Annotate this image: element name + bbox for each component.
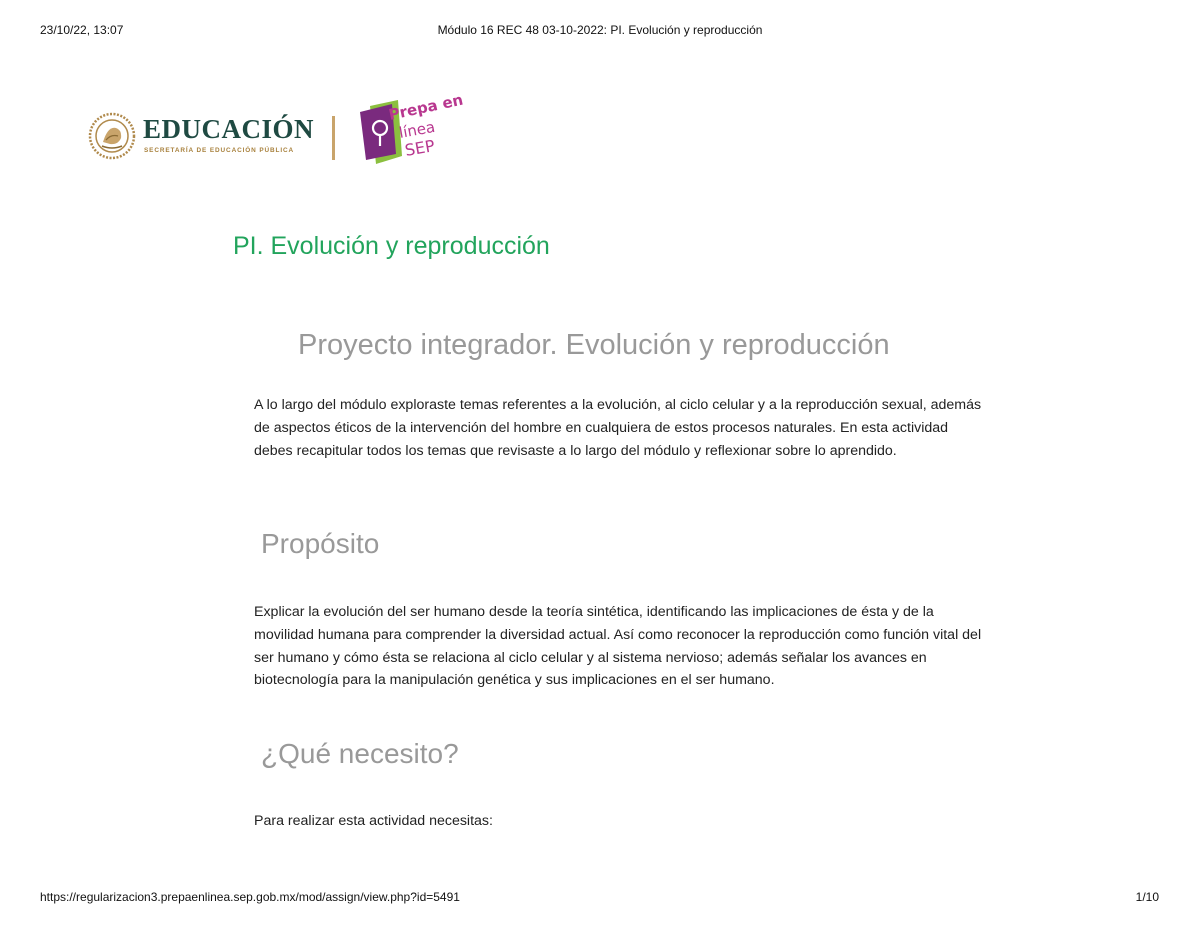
mexico-seal-icon (88, 112, 136, 160)
que-necesito-paragraph: Para realizar esta actividad necesitas: (254, 813, 493, 829)
page-heading: PI. Evolución y reproducción (233, 232, 550, 260)
proposito-paragraph: Explicar la evolución del ser humano desde la teoría sintética, identificando las implicaciones de ésta y de la movilidad humana para comprender la diversidad actual. Así como reconocer la reproducción como función vital del ser humano y cómo ésta se relaciona al ciclo celular y al sistema nervioso; además señalar los avances en biotecnología para la manipulación genética y sus implicaciones en el ser humano. (254, 604, 982, 689)
header-logos (88, 90, 468, 170)
intro-paragraph: A lo largo del módulo exploraste temas referentes a la evolución, al ciclo celular y a la reproducción sexual, además de aspectos éticos de la intervención del hombre en cualquiera de estos procesos naturales. En esta actividad debes recapitular todos los temas que revisaste a lo largo del módulo y reflexionar sobre lo aprendido. (254, 397, 982, 459)
logo-divider (332, 116, 335, 160)
educacion-wordmark: EDUCACIÓN (143, 114, 315, 144)
que-necesito-heading: ¿Qué necesito? (261, 738, 459, 769)
section-title: Proyecto integrador. Evolución y reproducción (298, 329, 890, 361)
prepa-line-1: Prepa en (387, 90, 465, 124)
print-url: https://regularizacion3.prepaenlinea.sep.gob.mx/mod/assign/view.php?id=5491 (40, 890, 460, 904)
proposito-heading: Propósito (261, 528, 380, 559)
sep-subtitle: SECRETARÍA DE EDUCACIÓN PÚBLICA (144, 147, 295, 154)
print-datetime: 23/10/22, 13:07 (40, 23, 124, 37)
prepa-line-3: SEP (403, 136, 437, 160)
page-number: 1/10 (1135, 890, 1159, 904)
prepa-line-2: línea (397, 117, 437, 142)
prepa-en-linea-logo (356, 90, 465, 168)
print-page-title: Módulo 16 REC 48 03-10-2022: PI. Evolución y reproducción (437, 23, 763, 37)
